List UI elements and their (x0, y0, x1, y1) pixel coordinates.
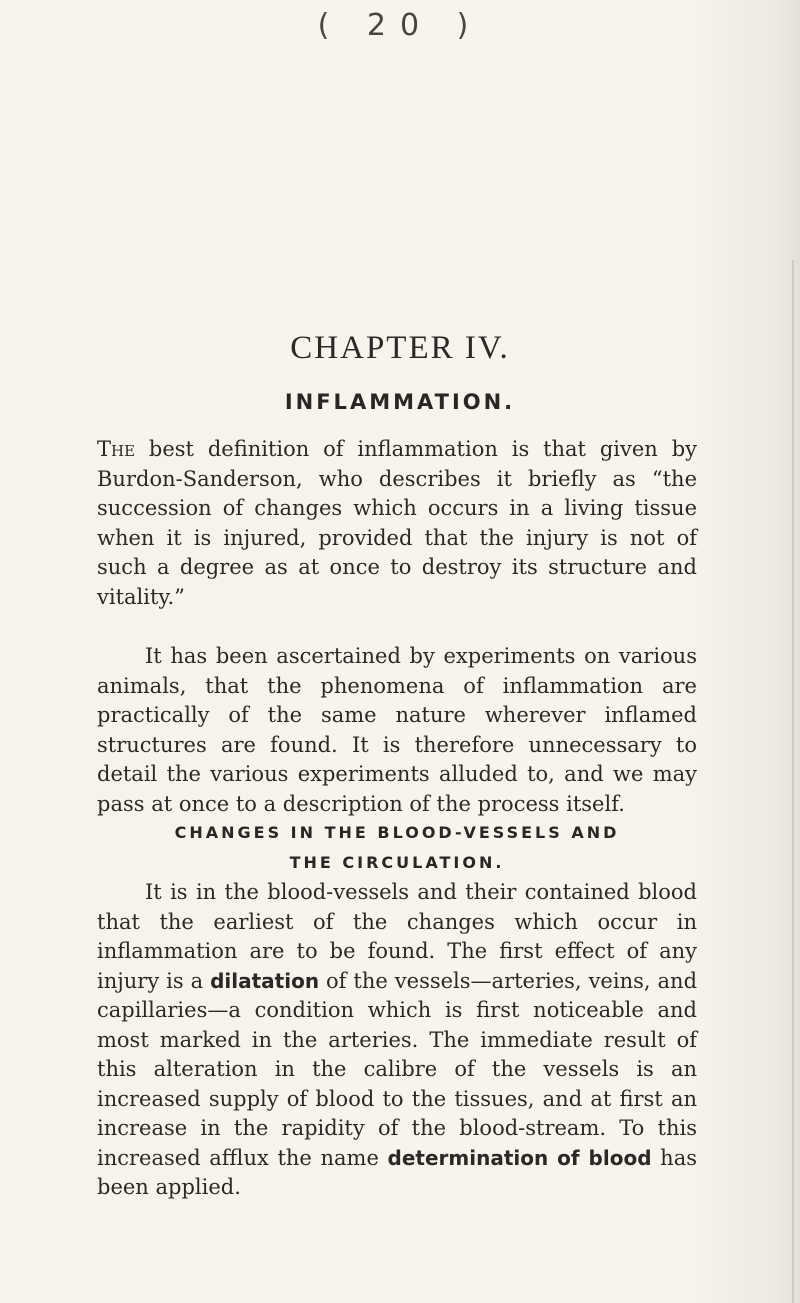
subheading (97, 818, 697, 878)
page-edge (792, 260, 794, 1303)
paragraph-blood-vessels-part-3: has been applied. (97, 1145, 698, 1199)
keyword-dilatation: dilatation (210, 968, 320, 993)
subheading-line-1: CHANGES IN THE BLOOD-VESSELS AND (174, 823, 620, 842)
section-title: INFLAMMATION. (284, 390, 516, 414)
paragraph-blood-vessels-part-2: of the vessels—arteries, veins, and capillaries—a condition which is first noticeable and most marked in the arteries. The immediate result of this alteration in the calibre of the vessels is an increased supply of blood to the tissues, and at first an increase in the rapidity of the blood-stream. To this increased afflux the name (97, 968, 698, 1170)
paragraph-experiments-text: It has been ascertained by experiments on various animals, that the phenomena of inflammation are practically of the same nature wherever inflamed structures are found. It is therefore unnecessary to detail the various experiments alluded to, and we may pass at once to a description of the process itself. (97, 644, 697, 816)
keyword-determination-of-blood: determination of blood (387, 1145, 652, 1170)
paragraph-blood-vessels (97, 878, 697, 1203)
chapter-title: CHAPTER IV. (290, 330, 510, 366)
paragraph-lead-word: The (97, 437, 136, 461)
paragraph-definition (97, 435, 697, 612)
paragraph-experiments (97, 642, 697, 819)
paragraph-definition-text: best definition of inflammation is that given by Burdon-Sanderson, who describes it briefly as “the succession of changes which occurs in a living tissue when it is injured, provided that the injury is not of such a degree as at once to destroy its structure and vitality.” (97, 437, 697, 609)
paragraph-blood-vessels-part-1: It is in the blood-vessels and their contained blood that the earliest of the changes which occur in inflammation are to be found. The first effect of any injury is a (97, 880, 697, 993)
subheading-line-2: THE CIRCULATION. (289, 853, 505, 872)
page-number: ( 20 ) (317, 8, 483, 43)
